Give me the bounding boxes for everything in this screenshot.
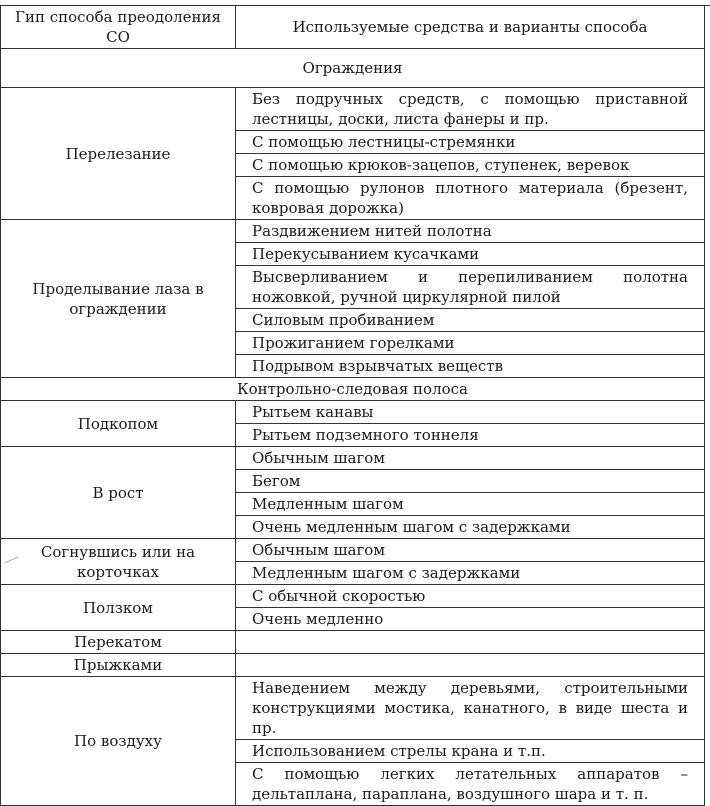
variant-cell: Медленным шагом с задержками xyxy=(236,562,705,585)
method-label: Согнувшись или на корточках xyxy=(1,539,236,585)
header-col1: Гип способа преодоления СО xyxy=(1,6,236,49)
variant-cell: Прожиганием горелками xyxy=(236,332,705,355)
variant-cell: Рытьем канавы xyxy=(236,401,705,424)
table-row xyxy=(1,677,705,740)
variant-cell: Без подручных средств, с помощью приставной лестницы, доски, листа фанеры и пр. xyxy=(236,88,705,131)
variant-cell-empty xyxy=(236,631,705,654)
method-label: По воздуху xyxy=(1,677,236,806)
variant-cell: С помощью легких летательных аппаратов – дельтаплана, параплана, воздушного шара и т. п. xyxy=(236,763,705,806)
table-row xyxy=(1,631,705,654)
variant-cell: Очень медленным шагом с задержками xyxy=(236,516,705,539)
table-header-row xyxy=(1,6,705,49)
variant-cell: Высверливанием и перепиливанием полотна ножовкой, ручной циркулярной пилой xyxy=(236,266,705,309)
section-row xyxy=(1,378,705,401)
variant-cell-empty xyxy=(236,654,705,677)
variant-cell: Медленным шагом xyxy=(236,493,705,516)
variant-cell: С помощью лестницы-стремянки xyxy=(236,131,705,154)
method-label: Прыжками xyxy=(1,654,236,677)
variant-cell: Обычным шагом xyxy=(236,447,705,470)
method-label: Подкопом xyxy=(1,401,236,447)
section-row xyxy=(1,49,705,88)
variant-cell: Раздвижением нитей полотна xyxy=(236,220,705,243)
methods-table xyxy=(0,5,705,806)
variant-cell: С помощью рулонов плотного материала (брезент, ковровая дорожка) xyxy=(236,177,705,220)
variant-cell: Перекусыванием кусачками xyxy=(236,243,705,266)
table-row xyxy=(1,88,705,131)
method-label: Проделывание лаза в ограждении xyxy=(1,220,236,378)
variant-cell: Очень медленно xyxy=(236,608,705,631)
table-row xyxy=(1,539,705,562)
variant-cell: Силовым пробиванием xyxy=(236,309,705,332)
variant-cell: С помощью крюков-зацепов, ступенек, веревок xyxy=(236,154,705,177)
section-title: Контрольно-следовая полоса xyxy=(1,378,705,401)
table-row xyxy=(1,220,705,243)
variant-cell: Подрывом взрывчатых веществ xyxy=(236,355,705,378)
table-row xyxy=(1,654,705,677)
table-row xyxy=(1,447,705,470)
method-label: Ползком xyxy=(1,585,236,631)
method-label: Перелезание xyxy=(1,88,236,220)
header-col2: Используемые средства и варианты способа xyxy=(236,6,705,49)
table-row xyxy=(1,585,705,608)
section-title: Ограждения xyxy=(1,49,705,88)
variant-cell: Обычным шагом xyxy=(236,539,705,562)
variant-cell: С обычной скоростью xyxy=(236,585,705,608)
variant-cell: Рытьем подземного тоннеля xyxy=(236,424,705,447)
variant-cell: Использованием стрелы крана и т.п. xyxy=(236,740,705,763)
variant-cell: Наведением между деревьями, строительными конструкциями мостика, канатного, в виде шеста и пр. xyxy=(236,677,705,740)
table-row xyxy=(1,401,705,424)
method-label: Перекатом xyxy=(1,631,236,654)
method-label: В рост xyxy=(1,447,236,539)
variant-cell: Бегом xyxy=(236,470,705,493)
